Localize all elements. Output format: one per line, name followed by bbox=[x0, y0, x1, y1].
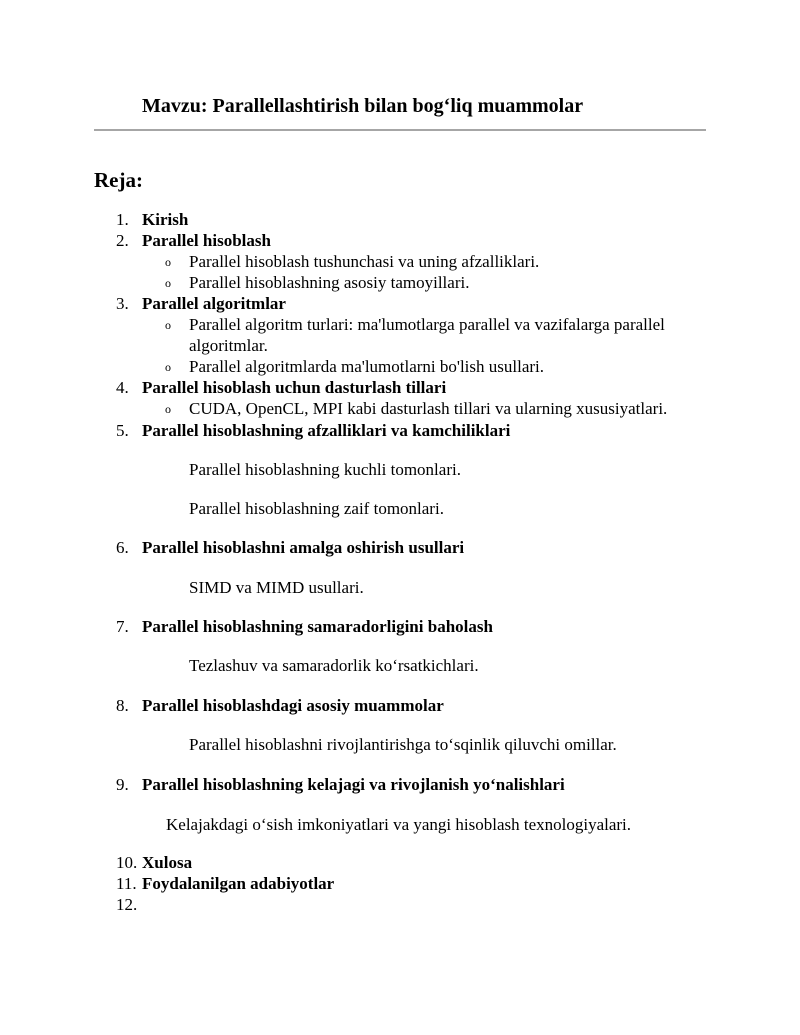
item-number: 4. bbox=[116, 378, 129, 397]
item-label-parallel-hisoblash: Parallel hisoblash bbox=[142, 231, 271, 250]
item-number: 10. bbox=[116, 853, 138, 872]
plan-heading: Reja: bbox=[94, 168, 143, 192]
item-label-kelajagi: Parallel hisoblashning kelajagi va rivojlanish yo‘nalishlari bbox=[142, 775, 565, 794]
item-label-parallel-algoritmlar: Parallel algoritmlar bbox=[142, 294, 286, 313]
item-label-dasturlash-tillari: Parallel hisoblash uchun dasturlash tillari bbox=[142, 378, 447, 397]
sub-item: Parallel hisoblash tushunchasi va uning afzalliklari. bbox=[189, 252, 540, 271]
item-number: 9. bbox=[116, 775, 129, 794]
sub-item: Parallel algoritm turlari: ma'lumotlarga parallel va vazifalarga parallel bbox=[189, 315, 665, 334]
title-divider bbox=[94, 129, 706, 131]
sub-item: CUDA, OpenCL, MPI kabi dasturlash tillari va ularning xususiyatlari. bbox=[189, 399, 668, 418]
bullet-icon: o bbox=[165, 318, 171, 332]
item-label-kirish: Kirish bbox=[142, 210, 189, 229]
sub-item: Parallel algoritmlarda ma'lumotlarni bo'lish usullari. bbox=[189, 357, 545, 376]
item-number: 3. bbox=[116, 294, 129, 313]
bullet-icon: o bbox=[165, 276, 171, 290]
bullet-icon: o bbox=[165, 402, 171, 416]
item-label-afzalliklari: Parallel hisoblashning afzalliklari va kamchiliklari bbox=[142, 421, 511, 440]
item-label-asosiy-muammolar: Parallel hisoblashdagi asosiy muammolar bbox=[142, 696, 444, 715]
paragraph: Parallel hisoblashning kuchli tomonlari. bbox=[189, 460, 461, 479]
item-label-amalga-oshirish: Parallel hisoblashni amalga oshirish usullari bbox=[142, 538, 465, 557]
item-number: 8. bbox=[116, 696, 129, 715]
item-number: 1. bbox=[116, 210, 129, 229]
paragraph: SIMD va MIMD usullari. bbox=[189, 578, 364, 597]
paragraph: Parallel hisoblashni rivojlantirishga to‘sqinlik qiluvchi omillar. bbox=[189, 735, 617, 754]
item-label-xulosa: Xulosa bbox=[142, 853, 193, 872]
item-label-samaradorlik: Parallel hisoblashning samaradorligini baholash bbox=[142, 617, 493, 636]
item-number: 7. bbox=[116, 617, 129, 636]
item-number: 2. bbox=[116, 231, 129, 250]
item-label-adabiyotlar: Foydalanilgan adabiyotlar bbox=[142, 874, 335, 893]
page-title: Mavzu: Parallellashtirish bilan bog‘liq muammolar bbox=[142, 95, 584, 117]
sub-item-continuation: algoritmlar. bbox=[189, 336, 268, 355]
item-number: 11. bbox=[116, 874, 137, 893]
item-number: 5. bbox=[116, 421, 129, 440]
bullet-icon: o bbox=[165, 360, 171, 374]
item-number: 12. bbox=[116, 895, 138, 914]
paragraph: Kelajakdagi o‘sish imkoniyatlari va yangi hisoblash texnologiyalari. bbox=[166, 815, 632, 834]
sub-item: Parallel hisoblashning asosiy tamoyillari. bbox=[189, 273, 470, 292]
item-number: 6. bbox=[116, 538, 129, 557]
paragraph: Tezlashuv va samaradorlik ko‘rsatkichlari. bbox=[189, 656, 479, 675]
bullet-icon: o bbox=[165, 255, 171, 269]
paragraph: Parallel hisoblashning zaif tomonlari. bbox=[189, 499, 444, 518]
